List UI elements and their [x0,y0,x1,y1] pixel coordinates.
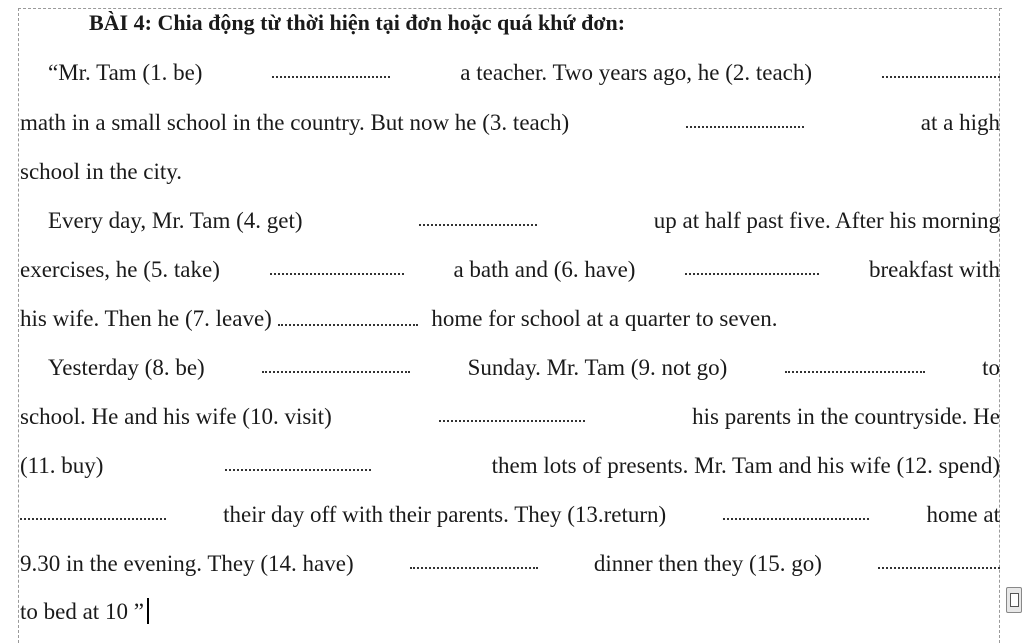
text-segment: Every day, Mr. Tam (4. get) [48,208,303,233]
text-segment: school in the city. [20,159,183,184]
text-line [48,58,1000,88]
text-segment: (11. buy) [20,453,104,478]
text-segment: his wife. Then he (7. leave) [20,306,278,331]
text-segment: a teacher. Two years ago, he (2. teach) [460,60,813,85]
answer-blank-10[interactable] [439,402,585,422]
text-segment: his parents in the countryside. He [692,404,1000,429]
text-line [20,402,1000,432]
text-segment: a bath and (6. have) [453,257,636,282]
text-segment: Yesterday (8. be) [48,355,205,380]
text-line [20,157,1000,187]
answer-blank-14[interactable] [410,549,538,569]
text-segment: Sunday. Mr. Tam (9. not go) [467,355,728,380]
text-line [20,500,1000,530]
answer-blank-4[interactable] [419,206,537,226]
page-boundary-top [18,8,1002,9]
answer-blank-7[interactable] [278,306,418,326]
answer-blank-6[interactable] [685,255,819,275]
text-line [48,206,1000,236]
text-segment: exercises, he (5. take) [20,257,220,282]
answer-blank-1[interactable] [272,58,390,78]
text-segment: home at [926,502,1000,527]
answer-blank-8[interactable] [262,353,410,373]
text-segment: breakfast with [869,257,1000,282]
answer-blank-2[interactable] [882,58,1000,78]
text-segment: them lots of presents. Mr. Tam and his wife (12. spend) [491,453,1000,478]
text-line [20,597,1000,627]
answer-blank-12[interactable] [20,500,166,520]
answer-blank-13[interactable] [723,500,869,520]
answer-blank-5[interactable] [270,255,404,275]
text-segment: home for school at a quarter to seven. [425,306,778,331]
text-segment: their day off with their parents. They (13.return) [223,502,667,527]
text-segment: to [982,355,1000,380]
answer-blank-9[interactable] [785,353,925,373]
text-segment: math in a small school in the country. But now he (3. teach) [20,110,570,135]
answer-blank-3[interactable] [686,108,804,128]
text-line [20,255,1000,285]
text-segment: to bed at 10 ” [20,599,144,624]
text-line [20,549,1000,579]
page-boundary-left [18,8,19,643]
text-segment: dinner then they (15. go) [593,551,822,576]
exercise-title: BÀI 4: Chia động từ thời hiện tại đơn hoặc quá khứ đơn: [89,10,626,35]
text-segment: school. He and his wife (10. visit) [20,404,332,429]
text-line [20,451,1000,481]
text-line [20,108,1000,138]
text-line [20,304,1000,334]
document-icon[interactable] [1006,587,1022,613]
text-segment: at a high [920,110,1000,135]
answer-blank-11[interactable] [225,451,371,471]
text-segment: 9.30 in the evening. They (14. have) [20,551,354,576]
text-segment: up at half past five. After his morning [653,208,1000,233]
answer-blank-15[interactable] [878,549,1000,569]
text-line [48,353,1000,383]
text-cursor [147,598,149,624]
text-segment: “Mr. Tam (1. be) [48,60,203,85]
